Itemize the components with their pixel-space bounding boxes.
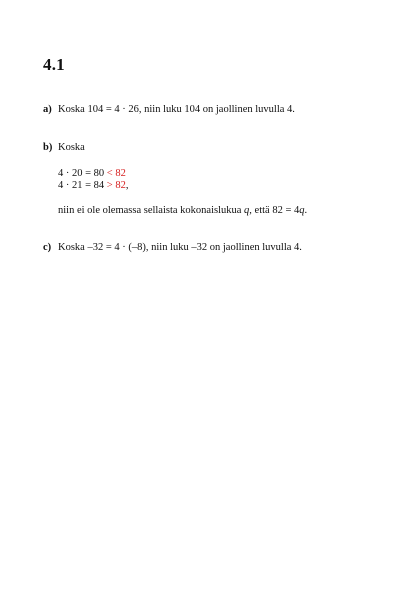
variable-q-2: q xyxy=(299,205,305,216)
variable-q: q xyxy=(244,205,250,216)
equation-1-left: 4 · 20 = 80 xyxy=(58,168,107,179)
part-b-label: b) xyxy=(43,142,53,153)
equation-2-left: 4 · 21 = 84 xyxy=(58,180,107,191)
part-c-label: c) xyxy=(43,242,52,253)
equation-2-comparison: > 82 xyxy=(106,180,126,191)
part-b-equation-1 xyxy=(58,168,126,180)
part-b-equation-2 xyxy=(58,180,128,192)
exercise-number: 4.1 xyxy=(43,55,65,74)
conclusion-middle: , että 82 = 4 xyxy=(249,205,300,216)
equation-2-tail: , xyxy=(125,180,129,191)
conclusion-start: niin ei ole olemassa sellaista kokonaislukua xyxy=(58,205,245,216)
conclusion-end: . xyxy=(304,205,308,216)
part-b-conclusion xyxy=(58,205,307,217)
part-a-text: Koska 104 = 4 · 26, niin luku 104 on jaollinen luvulla 4. xyxy=(58,104,295,115)
equation-1-comparison: < 82 xyxy=(106,168,126,179)
part-a-label: a) xyxy=(43,104,52,115)
part-c-text: Koska –32 = 4 · (–8), niin luku –32 on jaollinen luvulla 4. xyxy=(58,242,302,253)
part-b-intro: Koska xyxy=(58,142,85,153)
